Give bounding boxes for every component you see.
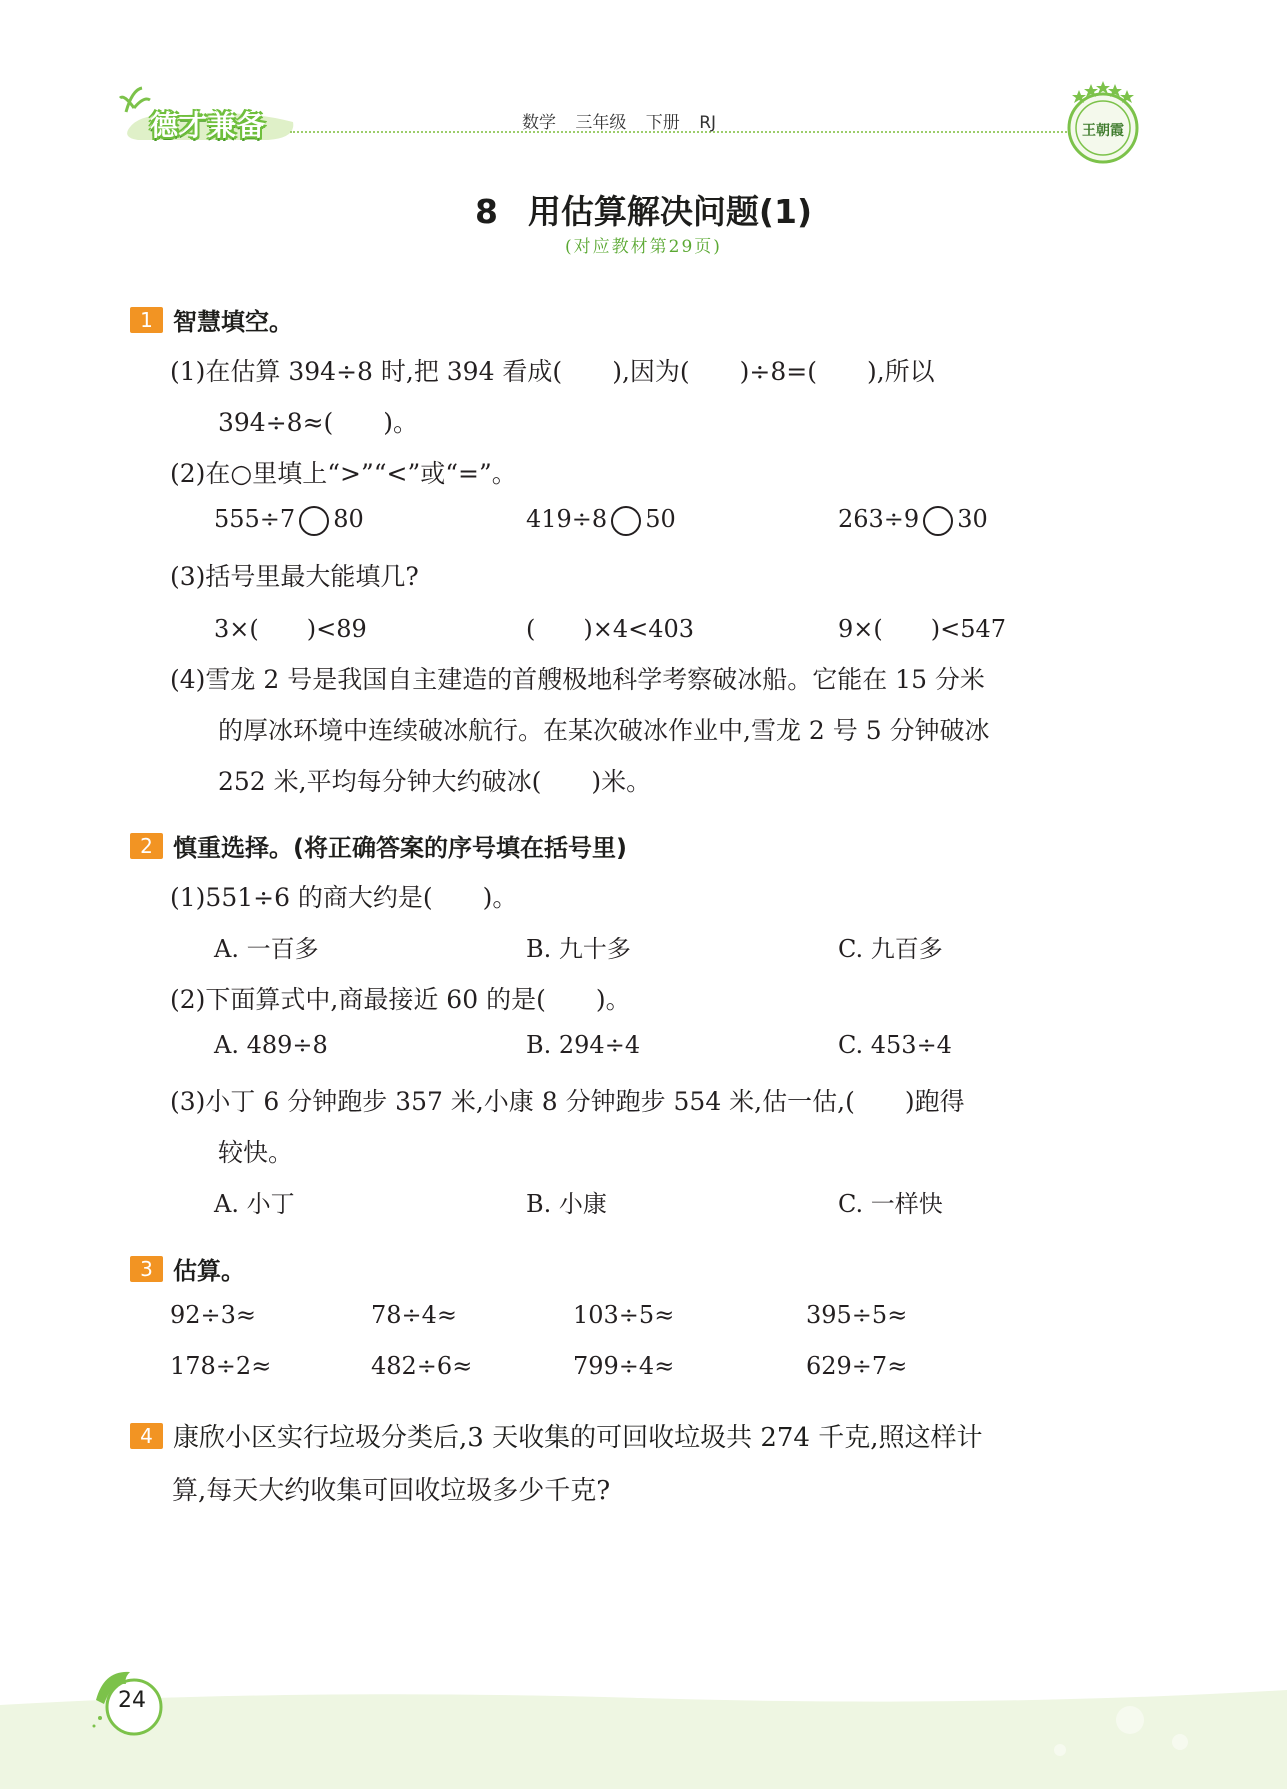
section-3-badge: 3 [130,1256,163,1282]
compare-item-3: 263÷9 30 [838,505,988,536]
section-2-header [130,828,627,863]
s1-q1-line2: 394÷8≈( )。 [218,408,419,437]
section-4-line2: 算,每天大约收集可回收垃圾多少千克? [172,1476,611,1506]
fill-item-3: 9×( )<547 [838,615,1007,643]
page-number: 24 [118,1688,146,1713]
s2-q3-option-c[interactable]: C. 一样快 [838,1190,943,1218]
lesson-number: 8 [474,192,498,231]
estimate-item: 178÷2≈ [170,1352,272,1380]
section-1-label: 智慧填空。 [173,308,293,336]
brand-logo-text: 德才兼备 [150,109,267,142]
s2-q1-option-b[interactable]: B. 九十多 [526,935,631,963]
s1-q4-line2: 的厚冰环境中连续破冰航行。在某次破冰作业中,雪龙 2 号 5 分钟破冰 [218,716,990,745]
compare-item-1: 555÷7 80 [214,505,364,536]
estimate-item: 92÷3≈ [170,1301,257,1329]
header-subject-line: 数学 三年级 下册 RJ [522,113,717,133]
textbook-reference: (对应教材第29页) [565,237,722,257]
s2-q3-line2: 较快。 [218,1138,294,1167]
estimate-item: 103÷5≈ [573,1301,675,1329]
s2-q3-option-b[interactable]: B. 小康 [526,1190,607,1218]
s2-q1: (1)551÷6 的商大约是( )。 [170,883,518,912]
estimate-item: 78÷4≈ [371,1301,458,1329]
section-1-header [130,302,293,337]
s2-q2-option-a[interactable]: A. 489÷8 [214,1031,328,1059]
estimate-item: 799÷4≈ [573,1352,675,1380]
seal-label: 王朝霞 [1082,123,1124,139]
section-3-header [130,1251,245,1286]
fill-item-2: ( )×4<403 [526,615,695,643]
s2-q2: (2)下面算式中,商最接近 60 的是( )。 [170,985,631,1014]
s1-q2: (2)在○里填上“>”“<”或“=”。 [170,459,517,488]
s1-q4-line1: (4)雪龙 2 号是我国自主建造的首艘极地科学考察破冰船。它能在 15 分米 [170,665,985,694]
lesson-title: 用估算解决问题(1) [527,192,813,231]
s1-q1-line1: (1)在估算 394÷8 时,把 394 看成( ),因为( )÷8=( ),所以 [170,357,935,386]
compare-circle-3[interactable] [923,506,953,536]
section-3-label: 估算。 [173,1257,245,1285]
s1-q3: (3)括号里最大能填几? [170,562,419,591]
compare-circle-1[interactable] [299,506,329,536]
s2-q2-option-b[interactable]: B. 294÷4 [526,1031,641,1059]
compare-item-2: 419÷8 50 [526,505,676,536]
page-title [0,186,1287,233]
s1-q4-line3: 252 米,平均每分钟大约破冰( )米。 [218,767,652,796]
estimate-item: 395÷5≈ [806,1301,908,1329]
footer-wave-decoration [0,1680,1287,1789]
estimate-item: 629÷7≈ [806,1352,908,1380]
section-1-badge: 1 [130,307,163,333]
fill-item-1: 3×( )<89 [214,615,367,643]
section-2-label: 慎重选择。(将正确答案的序号填在括号里) [173,834,627,862]
page-header [0,0,1287,160]
s2-q1-option-a[interactable]: A. 一百多 [214,935,319,963]
compare-circle-2[interactable] [611,506,641,536]
section-4-line1: 康欣小区实行垃圾分类后,3 天收集的可回收垃圾共 274 千克,照这样计 [173,1423,983,1453]
s2-q3-line1: (3)小丁 6 分钟跑步 357 米,小康 8 分钟跑步 554 米,估一估,( )跑得 [170,1087,965,1116]
section-2-badge: 2 [130,833,163,859]
s2-q2-option-c[interactable]: C. 453÷4 [838,1031,952,1059]
section-4-badge: 4 [130,1423,163,1449]
s2-q3-option-a[interactable]: A. 小丁 [214,1190,295,1218]
section-4-header [130,1417,983,1454]
s2-q1-option-c[interactable]: C. 九百多 [838,935,943,963]
estimate-item: 482÷6≈ [371,1352,473,1380]
